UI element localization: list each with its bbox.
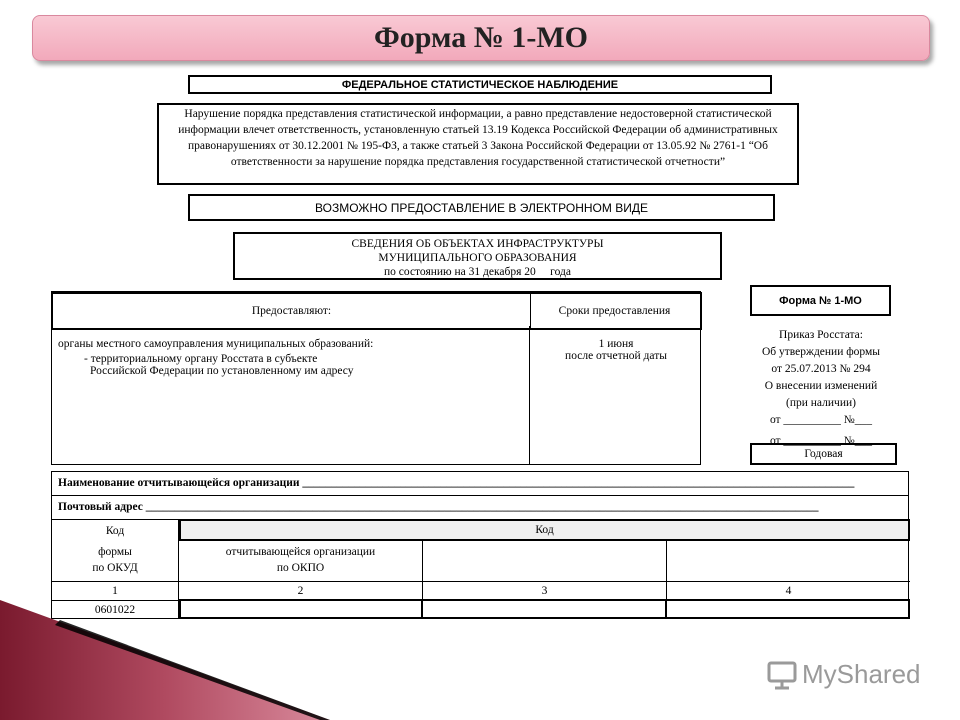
report-title-line-1: СВЕДЕНИЯ ОБ ОБЪЕКТАХ ИНФРАСТРУКТУРЫ xyxy=(351,238,604,250)
provider-line-3: Российской Федерации по установленному им адресу xyxy=(90,365,354,377)
col-number-2: 2 xyxy=(179,581,423,600)
okud-label-line-2: по ОКУД xyxy=(92,562,138,574)
order-line-2: Об утверждении формы xyxy=(761,346,881,358)
code-col-3-label xyxy=(423,541,667,581)
order-info xyxy=(737,327,905,450)
page-title: Форма № 1-МО xyxy=(32,15,930,61)
decorative-wedge xyxy=(0,600,330,720)
order-line-3: от 25.07.2013 № 294 xyxy=(771,363,871,375)
order-line-4: О внесении изменений xyxy=(764,380,878,392)
order-line-7: от __________ №___ xyxy=(769,435,873,447)
order-line-1: Приказ Росстата: xyxy=(779,329,863,341)
code-col-4-value-field[interactable] xyxy=(665,599,910,619)
col-number-3: 3 xyxy=(423,581,667,600)
col-number-4: 4 xyxy=(667,581,910,600)
periodicity-box: Годовая xyxy=(750,443,897,465)
providers-header: Предоставляют: xyxy=(52,292,531,330)
organization-table xyxy=(51,471,909,619)
form-number-box: Форма № 1-МО xyxy=(750,285,891,316)
col-number-1: 1 xyxy=(52,581,179,600)
submission-table xyxy=(51,291,701,465)
report-title-box xyxy=(233,232,722,280)
provider-line-2: - территориальному органу Росстата в субъекте xyxy=(84,353,318,365)
deadline-header: Сроки предоставления xyxy=(529,292,702,330)
postal-address-field[interactable]: Почтовый адрес _____________________________________________________________________________________________________________________ xyxy=(52,496,908,520)
okud-value[interactable]: 0601022 xyxy=(52,600,179,618)
deadline-cell xyxy=(532,338,700,362)
deadline-line-2: после отчетной даты xyxy=(565,350,667,362)
code-col-4-label xyxy=(667,541,910,581)
order-line-5: (при наличии) xyxy=(786,397,856,409)
watermark-logo xyxy=(766,656,926,692)
providers-cell xyxy=(58,338,373,377)
okud-label-line-1: формы xyxy=(98,546,132,558)
report-date-line: по состоянию на 31 декабря 20 года xyxy=(384,266,571,278)
okpo-label xyxy=(179,541,423,581)
report-title-line-2: МУНИЦИПАЛЬНОГО ОБРАЗОВАНИЯ xyxy=(378,252,577,264)
legal-warning-text: Нарушение порядка представления статистической информации, а равно представление недостоверной статистической информации влечет ответственность, установленную статьей 13.19 Кодекса Российской Федерации об административных правонарушениях от 30.12.2001 № 195-ФЗ, а также статьей 3 Закона Российской Федерации от 13.05.92 № 2761-1 “Об ответственности за нарушение порядка представления государственной статистической отчетности” xyxy=(157,103,799,185)
column-divider xyxy=(529,326,530,464)
code-header-left: Код xyxy=(52,520,179,541)
okpo-label-line-1: отчитывающейся организации xyxy=(225,546,376,558)
watermark-text: MyShared xyxy=(802,658,921,689)
code-header-right: Код xyxy=(179,519,910,541)
order-line-6: от __________ №___ xyxy=(769,414,873,426)
electronic-submission-label: ВОЗМОЖНО ПРЕДОСТАВЛЕНИЕ В ЭЛЕКТРОННОМ ВИДЕ xyxy=(188,194,775,221)
provider-line-1: органы местного самоуправления муниципальных образований: xyxy=(58,338,374,350)
organization-name-field[interactable]: Наименование отчитывающейся организации ________________________________________________________________________________________________ xyxy=(52,472,908,496)
okud-label xyxy=(52,541,179,581)
presentation-icon xyxy=(766,658,798,690)
code-col-3-value-field[interactable] xyxy=(421,599,667,619)
federal-observation-label: ФЕДЕРАЛЬНОЕ СТАТИСТИЧЕСКОЕ НАБЛЮДЕНИЕ xyxy=(188,75,772,94)
deadline-line-1: 1 июня xyxy=(598,338,634,350)
okpo-label-line-2: по ОКПО xyxy=(276,562,325,574)
